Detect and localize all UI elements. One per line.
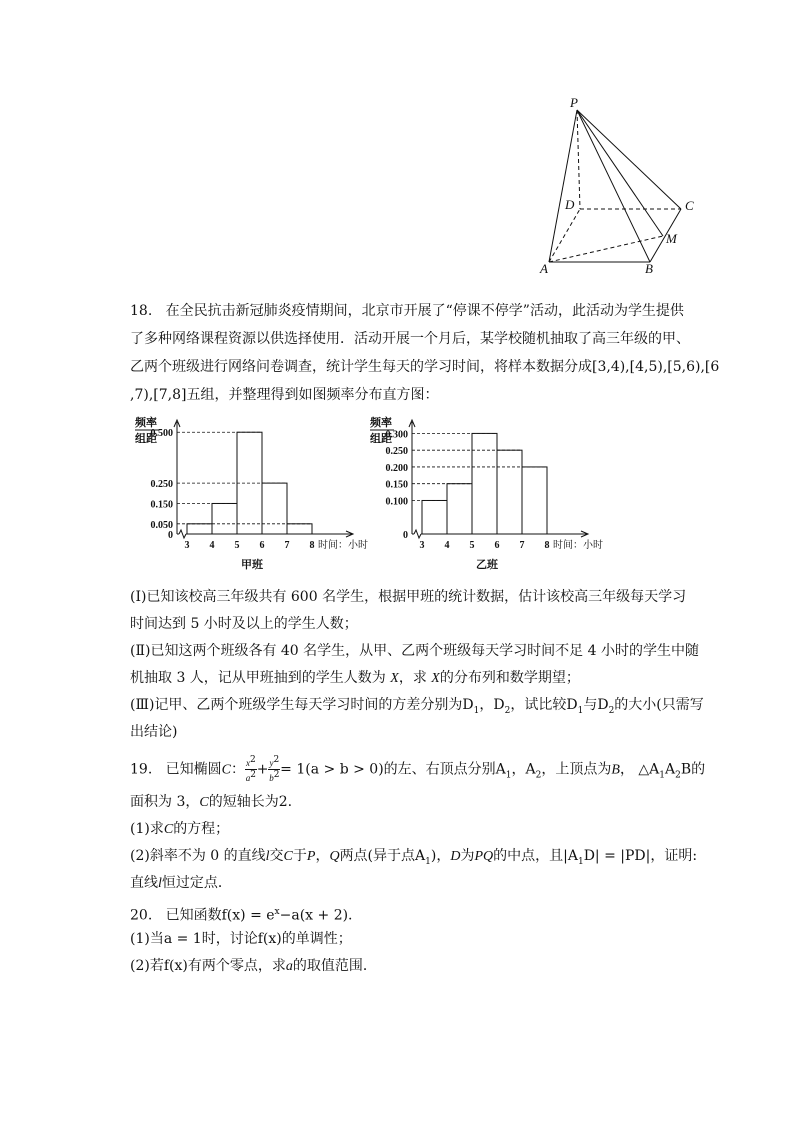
var-C: C [163, 822, 174, 837]
q18-part2-text-a: 机抽取 3 人，记从甲班抽到的学生人数为 [130, 670, 386, 686]
q19-text: ，A [511, 761, 536, 778]
q18-line-1 [130, 301, 684, 321]
q19-number: 19. [130, 761, 153, 778]
edge-PB [577, 110, 650, 262]
var-x: x [245, 758, 250, 768]
q19-text: 的中点，且|A [493, 848, 578, 864]
x-tick-label: 3 [419, 540, 425, 551]
q18-part3-text-b: ，D [479, 697, 505, 713]
var-l: l [158, 876, 162, 891]
y-tick-label: 0.100 [385, 496, 408, 508]
sub: 1 [425, 856, 431, 867]
histogram-bar [472, 433, 497, 534]
sup: x [274, 907, 280, 917]
x-tick-label: 7 [284, 540, 290, 551]
y-label-bottom: 组距 [135, 433, 157, 445]
origin-label: 0 [168, 530, 173, 541]
q19-text: 面积为 3， [130, 794, 200, 810]
q18-part3-line-1 [130, 695, 704, 721]
histogram-bar [497, 450, 522, 534]
q18-text-1: 在全民抗击新冠肺炎疫情期间，北京市开展了“停课不停学”活动，此活动为学生提供 [165, 303, 684, 319]
y-tick-label: 0.050 [150, 519, 173, 531]
q19-text: 两点(异于点A [339, 848, 426, 864]
q18-part3-text-e: 的大小(只需写 [614, 697, 704, 713]
q19-line-3 [130, 819, 229, 840]
x-axis-label: 时间：小时 [318, 540, 368, 551]
q18-line-4: ,7),[7,8]五组，并整理得到如图频率分布直方图： [130, 387, 439, 403]
label-B: B [645, 261, 653, 276]
var-y: y [269, 758, 274, 768]
edge-PM [577, 110, 663, 236]
chart-title: 甲班 [241, 559, 263, 571]
y-tick-label: 0.500 [150, 428, 173, 440]
histogram-class-jia [125, 410, 385, 575]
x-tick-label: 8 [309, 540, 315, 551]
sub: 2 [535, 770, 542, 781]
q19-text: 已知椭圆 [165, 761, 222, 778]
y-tick-label: 0.250 [150, 479, 173, 491]
q18-part3-text-a: (Ⅲ)记甲、乙两个班级学生每天学习时间的方差分别为D [130, 697, 474, 713]
y-tick-label: 0.150 [385, 479, 408, 491]
pyramid-figure [530, 95, 710, 280]
label-M: M [666, 231, 677, 246]
plus-sign: + [256, 761, 269, 778]
var-Q: Q [329, 849, 340, 864]
q19-text: 于 [292, 848, 307, 864]
edge-PA [549, 110, 577, 262]
q19-line-4 [130, 846, 697, 872]
y-label-top: 频率 [135, 417, 157, 429]
sub: 1 [659, 770, 665, 781]
q18-line-2: 了多种网络课程资源以供选择使用．活动开展一个月后，某学校随机抽取了高三年级的甲、 [130, 331, 690, 347]
q20-line-3 [130, 956, 377, 977]
edge-PC [577, 110, 681, 209]
var-a: a [285, 959, 293, 974]
q19-text: D| = |PD|，证明: [583, 848, 698, 864]
q19-text: 的短轴长为2. [208, 794, 293, 810]
label-D: D [565, 197, 575, 212]
chart-title: 乙班 [476, 559, 498, 571]
q18-part2-text-b: ，求 [398, 670, 427, 686]
x-tick-label: 6 [494, 540, 500, 551]
q20-text: −a(x + 2). [279, 907, 353, 924]
q19-text: = 1(a > b > 0)的左、右顶点分别A [280, 761, 506, 778]
histogram-bar [522, 467, 547, 534]
x-axis-break [179, 530, 186, 538]
var-C: C [221, 762, 231, 778]
q20-line-2: (1)当a = 1时，讨论f(x)的单调性； [130, 931, 352, 947]
label-A: A [540, 261, 548, 276]
histogram-bar [262, 483, 287, 534]
histogram-bar [212, 503, 237, 534]
edge-AM [549, 236, 663, 262]
var-D: D [450, 849, 461, 864]
q18-part2-line-2 [130, 668, 580, 689]
q18-number: 18. [130, 303, 153, 319]
label-P: P [570, 95, 578, 110]
q19-text: ， [315, 848, 330, 864]
var-PQ: PQ [474, 849, 494, 864]
q19-text: B的 [680, 761, 706, 778]
fraction-y2-b2: $\frac{y^2}{b^2}$ [269, 755, 280, 783]
q19-text: 交 [269, 848, 284, 864]
x-tick-label: 7 [519, 540, 525, 551]
q19-text: 恒过定点． [161, 875, 232, 891]
sub: 2 [675, 770, 681, 781]
x-tick-label: 5 [234, 540, 240, 551]
sub: 1 [577, 856, 584, 867]
q19-line-2 [130, 792, 292, 813]
var-X: X [431, 671, 440, 686]
q19-text: 的方程； [173, 821, 230, 837]
y-tick-label: 0.150 [150, 499, 173, 511]
q19-line-1 [130, 755, 705, 788]
x-axis-label: 时间：小时 [553, 540, 603, 551]
fraction-x2-a2: $\frac{x^2}{a^2}$ [245, 755, 256, 783]
q19-text: )， [430, 848, 451, 864]
q20-text: 的取值范围． [292, 958, 377, 974]
q19-text: ，上顶点为 [541, 761, 612, 778]
x-tick-label: 4 [209, 540, 215, 551]
q19-text: ， △A [619, 761, 660, 778]
q20-text: (2)若f(x)有两个零点，求 [130, 958, 286, 974]
x-tick-label: 5 [469, 540, 475, 551]
sub: 1 [473, 705, 480, 716]
origin-label: 0 [403, 530, 408, 541]
q18-part3-line-2: 出结论) [130, 724, 178, 740]
q20-line-1 [130, 902, 353, 926]
histogram-bar [422, 500, 447, 534]
q18-part1-line-1: (Ⅰ)已知该校高三年级共有 600 名学生，根据甲班的统计数据，估计该校高三年级每天学习 [130, 589, 687, 605]
var-C: C [199, 795, 209, 810]
y-tick-label: 0.300 [385, 429, 408, 441]
sub: 1 [577, 705, 584, 716]
y-tick-label: 0.200 [385, 462, 408, 474]
q19-text: (2)斜率不为 0 的直线 [130, 848, 266, 864]
histogram-class-yi [360, 410, 620, 575]
edge-PD [577, 110, 580, 209]
var-l: l [265, 849, 270, 864]
q19-text: 直线 [130, 875, 158, 891]
q19-text: 为 [460, 848, 475, 864]
sub: 2 [504, 705, 511, 716]
q18-part3-text-d: 与D [583, 697, 609, 713]
sub: 2 [608, 705, 615, 716]
label-C: C [685, 198, 694, 213]
q19-text: A [665, 761, 676, 778]
y-label-top: 频率 [370, 417, 392, 429]
q18-part2-line-1: (Ⅱ)已知这两个班级各有 40 名学生，从甲、乙两个班级每天学习时间不足 4 小时的学生中随 [130, 643, 699, 659]
q18-part1-line-2: 时间达到 5 小时及以上的学生人数； [130, 616, 358, 632]
var-a: a [245, 773, 251, 783]
var-C: C [283, 849, 293, 864]
q18-part3-text-c: ，试比较D [510, 697, 578, 713]
q20-text: 已知函数f(x) = e [165, 907, 275, 924]
var-X: X [390, 671, 399, 686]
q19-text: (1)求 [130, 821, 164, 837]
histogram-bar [287, 524, 312, 534]
var-b: b [269, 773, 274, 783]
x-axis-break [414, 530, 421, 538]
y-label-bottom: 组距 [370, 433, 392, 445]
var-P: P [306, 849, 316, 864]
sub: 1 [505, 770, 512, 781]
histogram-bar [187, 524, 212, 534]
q18-line-3: 乙两个班级进行网络问卷调查，统计学生每天的学习时间，将样本数据分成[3,4),[4,5),[5,6),[6 [130, 359, 720, 375]
x-tick-label: 4 [444, 540, 450, 551]
q18-part2-text-c: 的分布列和数学期望； [439, 670, 580, 686]
y-tick-label: 0.250 [385, 446, 408, 458]
x-tick-label: 6 [259, 540, 265, 551]
var-B: B [611, 762, 620, 778]
q20-number: 20. [130, 907, 153, 924]
q19-text: ： [230, 761, 245, 778]
x-tick-label: 3 [184, 540, 190, 551]
x-tick-label: 8 [544, 540, 550, 551]
q19-line-5 [130, 873, 232, 894]
histogram-bar [447, 484, 472, 534]
